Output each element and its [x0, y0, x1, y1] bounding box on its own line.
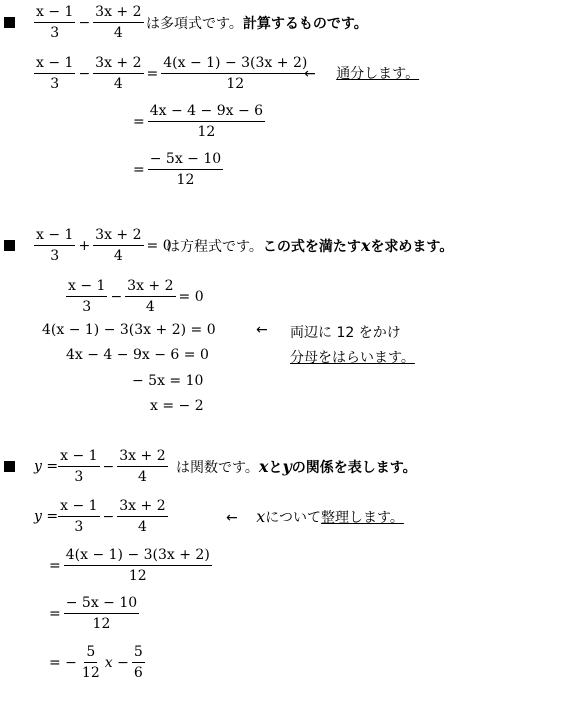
- bullet-square-1: [4, 17, 15, 28]
- section2-description: は方程式です。この式を満たすxを求めます。: [166, 236, 454, 255]
- fraction-3x-2-over-4: $\frac{3x + 2}{4}$: [95, 4, 142, 41]
- section1-description: は多項式です。計算するものです。: [146, 16, 368, 32]
- section3-note: ← xについて整理します。: [226, 507, 404, 526]
- function-expression: y = $\frac{x - 1}{3}$ − $\frac{3x + 2}{4}$: [34, 448, 166, 485]
- section3-step2: = $\frac{4(x - 1) - 3(3x + 2)}{12}$: [49, 547, 210, 584]
- bullet-square-2: [4, 240, 15, 251]
- section3-description: は関数です。xとyの関係を表します。: [176, 457, 417, 476]
- section2-step3: 4x − 4 − 9x − 6 = 0: [66, 347, 209, 363]
- left-arrow-icon: ←: [304, 66, 316, 82]
- section1-step1: $\frac{x - 1}{3}$ − $\frac{3x + 2}{4}$ = $\frac{4(x - 1) - 3(3x + 2)}{12}$: [36, 55, 308, 92]
- polynomial-expression: $\frac{x - 1}{3}$ − $\frac{3x + 2}{4}$: [36, 4, 142, 41]
- section2-note2: 分母をはらいます。: [290, 350, 415, 366]
- section2-note-arrow: [256, 322, 268, 338]
- section2-step4: − 5x = 10: [132, 373, 204, 389]
- bullet-square-3: [4, 461, 15, 472]
- fraction-x-1-over-3: $\frac{x - 1}{3}$: [36, 4, 74, 41]
- left-arrow-icon: ←: [256, 322, 268, 338]
- section3-step4: = − $\frac{5}{12}$ x − $\frac{5}{6}$: [49, 644, 143, 681]
- section2-step1: $\frac{x - 1}{3}$ − $\frac{3x + 2}{4}$ = 0: [68, 278, 204, 315]
- section1-step2: = $\frac{4x - 4 - 9x - 6}{12}$: [133, 103, 264, 140]
- section2-step5: x = − 2: [150, 398, 204, 414]
- section1-note: ← 通分します。: [304, 66, 420, 82]
- section3-step3: = $\frac{- 5x - 10}{12}$: [49, 595, 138, 632]
- section2-note1: 両辺に 12 をかけ: [290, 325, 401, 341]
- section1-step3: = $\frac{- 5x - 10}{12}$: [133, 151, 222, 188]
- section3-step1: y = $\frac{x - 1}{3}$ − $\frac{3x + 2}{4}$: [34, 498, 166, 535]
- left-arrow-icon: ←: [226, 510, 238, 526]
- equation-expression: $\frac{x - 1}{3}$ + $\frac{3x + 2}{4}$ = 0: [36, 227, 172, 264]
- common-denominator-fraction: $\frac{4(x - 1) - 3(3x + 2)}{12}$: [163, 55, 308, 92]
- section2-step2: 4(x − 1) − 3(3x + 2) = 0: [42, 322, 216, 338]
